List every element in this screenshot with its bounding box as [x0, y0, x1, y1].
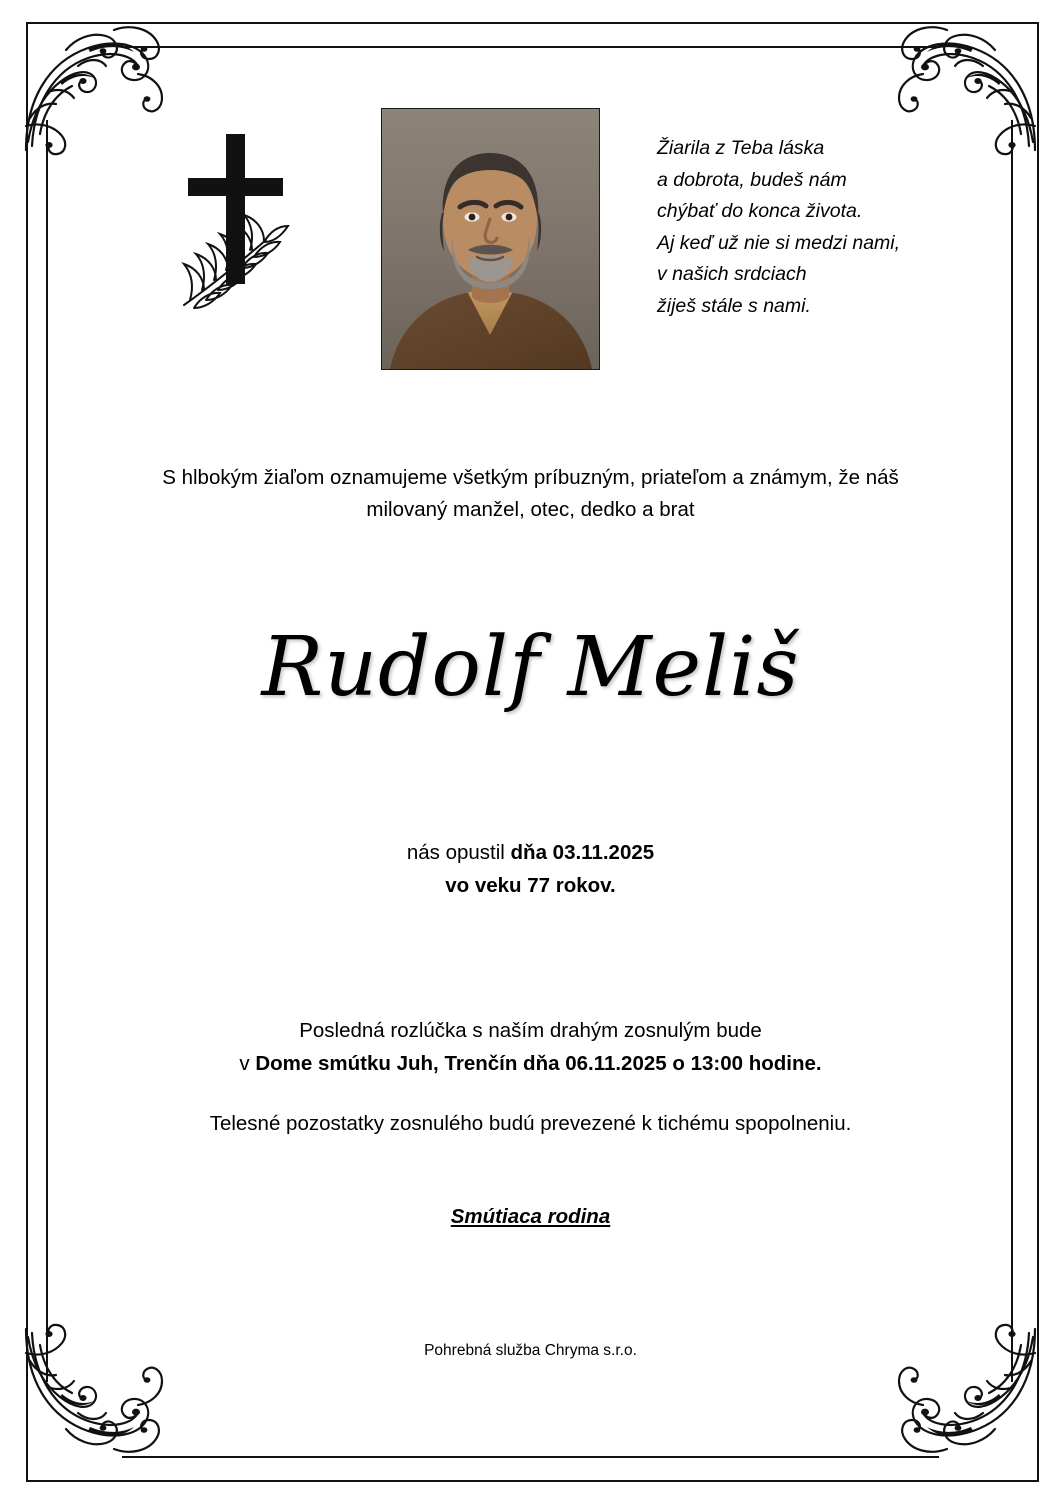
farewell-place-time: Dome smútku Juh, Trenčín dňa 06.11.2025 o 13:00 hodine. — [255, 1051, 822, 1075]
funeral-service-footer: Pohrebná služba Chryma s.r.o. — [424, 1342, 637, 1359]
farewell-prefix: v — [239, 1051, 256, 1075]
farewell-line-2 — [120, 1048, 941, 1081]
transfer-note: Telesné pozostatky zosnulého budú prevezené k tichému spopolneniu. — [209, 1112, 852, 1135]
portrait-photo — [381, 108, 600, 370]
verse-line: Aj keď už nie si medzi nami, — [657, 231, 901, 254]
header-section — [0, 0, 1061, 400]
farewell-line-1: Posledná rozlúčka s naším drahým zosnulým bude — [299, 1019, 762, 1042]
cross-icon — [170, 130, 320, 330]
passing-age-line — [120, 870, 941, 903]
passing-prefix: nás opustil — [406, 841, 511, 864]
deceased-name: Rudolf Meliš — [261, 620, 800, 715]
announcement-line-1: S hlbokým žiaľom oznamujeme všetkým príbuzným, priateľom a známym, že náš — [162, 466, 899, 489]
verse-line: Žiarila z Teba láska — [657, 137, 825, 159]
announcement-text — [120, 462, 941, 526]
passing-date-line — [120, 837, 941, 870]
farewell-info — [120, 1015, 941, 1081]
passing-info — [120, 837, 941, 903]
passing-date: dňa 03.11.2025 — [510, 841, 655, 864]
announcement-line-2: milovaný manžel, otec, dedko a brat — [366, 497, 695, 521]
verse-line: v našich srdciach — [657, 263, 807, 286]
memorial-verse — [657, 133, 987, 322]
passing-age: vo veku 77 rokov. — [445, 873, 616, 897]
verse-line: žiješ stále s nami. — [657, 294, 811, 317]
mourning-family-signature: Smútiaca rodina — [450, 1205, 611, 1228]
verse-line: a dobrota, budeš nám — [657, 168, 847, 191]
verse-line: chýbať do konca života. — [657, 200, 863, 223]
